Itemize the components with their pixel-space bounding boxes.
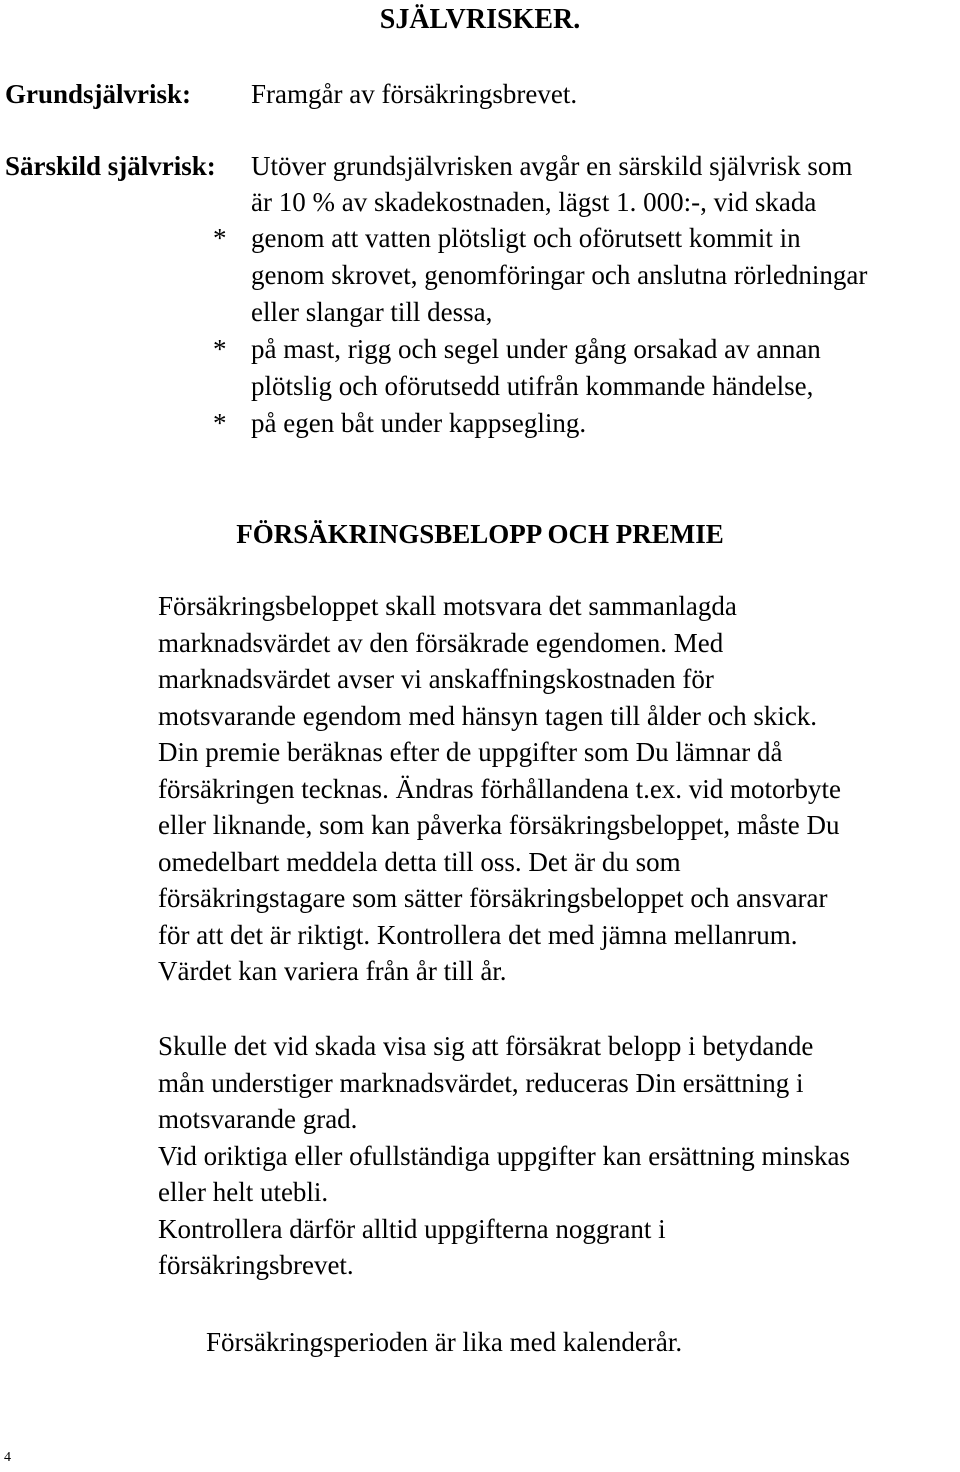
paragraph-line: eller helt utebli.: [158, 1177, 329, 1207]
paragraph-line: Vid oriktiga eller ofullständiga uppgifter kan ersättning minskas: [158, 1140, 850, 1171]
paragraph-line: mån understiger marknadsvärdet, reduceras Din ersättning i: [158, 1067, 804, 1098]
paragraph-line: försäkringsbrevet.: [158, 1250, 354, 1280]
paragraph-line: marknadsvärdet avser vi anskaffningskostnaden för: [158, 664, 714, 694]
grundsjalvrisk-value: Framgår av försäkringsbrevet.: [251, 79, 578, 109]
paragraph-line: motsvarande grad.: [158, 1104, 358, 1134]
page-number: 4: [4, 1450, 11, 1465]
paragraph-line: omedelbart meddela detta till oss. Det är du som: [158, 846, 681, 877]
paragraph-line: Kontrollera därför alltid uppgifterna noggrant i: [158, 1213, 666, 1244]
bullet-marker: *: [213, 408, 227, 438]
grundsjalvrisk-label: Grundsjälvrisk:: [5, 79, 192, 109]
bullet-text-line: genom att vatten plötsligt och oförutsett kommit in: [251, 223, 801, 253]
sarskild-text-line: Utöver grundsjälvrisken avgår en särskild självrisk som: [251, 151, 853, 181]
bullet-marker: *: [213, 334, 227, 364]
page-title: SJÄLVRISKER.: [379, 4, 581, 35]
bullet-text-line: på mast, rigg och segel under gång orsakad av annan: [251, 334, 821, 364]
paragraph-line: Skulle det vid skada visa sig att försäkrat belopp i betydande: [158, 1031, 814, 1061]
bullet-text-line: eller slangar till dessa,: [251, 297, 493, 327]
paragraph-line: Värdet kan variera från år till år.: [158, 956, 507, 986]
closing-statement: Försäkringsperioden är lika med kalenderår.: [206, 1327, 683, 1357]
section-heading: FÖRSÄKRINGSBELOPP OCH PREMIE: [236, 519, 724, 549]
sarskild-sjalvrisk-label: Särskild självrisk:: [5, 151, 216, 181]
paragraph-line: Försäkringsbeloppet skall motsvara det sammanlagda: [158, 591, 737, 621]
paragraph-line: försäkringstagare som sätter försäkringsbeloppet och ansvarar: [158, 883, 828, 913]
paragraph-line: eller liknande, som kan påverka försäkringsbeloppet, måste Du: [158, 810, 840, 840]
paragraph-line: marknadsvärdet av den försäkrade egendomen. Med: [158, 627, 724, 658]
bullet-text-line: plötslig och oförutsedd utifrån kommande händelse,: [251, 371, 814, 401]
sarskild-text-line: är 10 % av skadekostnaden, lägst 1. 000:-, vid skada: [251, 187, 817, 217]
paragraph-line: Din premie beräknas efter de uppgifter som Du lämnar då: [158, 737, 783, 767]
paragraph-line: motsvarande egendom med hänsyn tagen till ålder och skick.: [158, 700, 818, 731]
bullet-text-line: på egen båt under kappsegling.: [251, 408, 587, 438]
bullet-marker: *: [213, 223, 227, 253]
paragraph-underinsurance: [158, 1028, 850, 1284]
bullet-text-line: genom skrovet, genomföringar och anslutna rörledningar: [251, 260, 868, 290]
paragraph-line: försäkringen tecknas. Ändras förhållandena t.ex. vid motorbyte: [158, 773, 842, 804]
paragraph-line: för att det är riktigt. Kontrollera det med jämna mellanrum.: [158, 919, 798, 950]
paragraph-insurance-amount: [158, 588, 841, 990]
